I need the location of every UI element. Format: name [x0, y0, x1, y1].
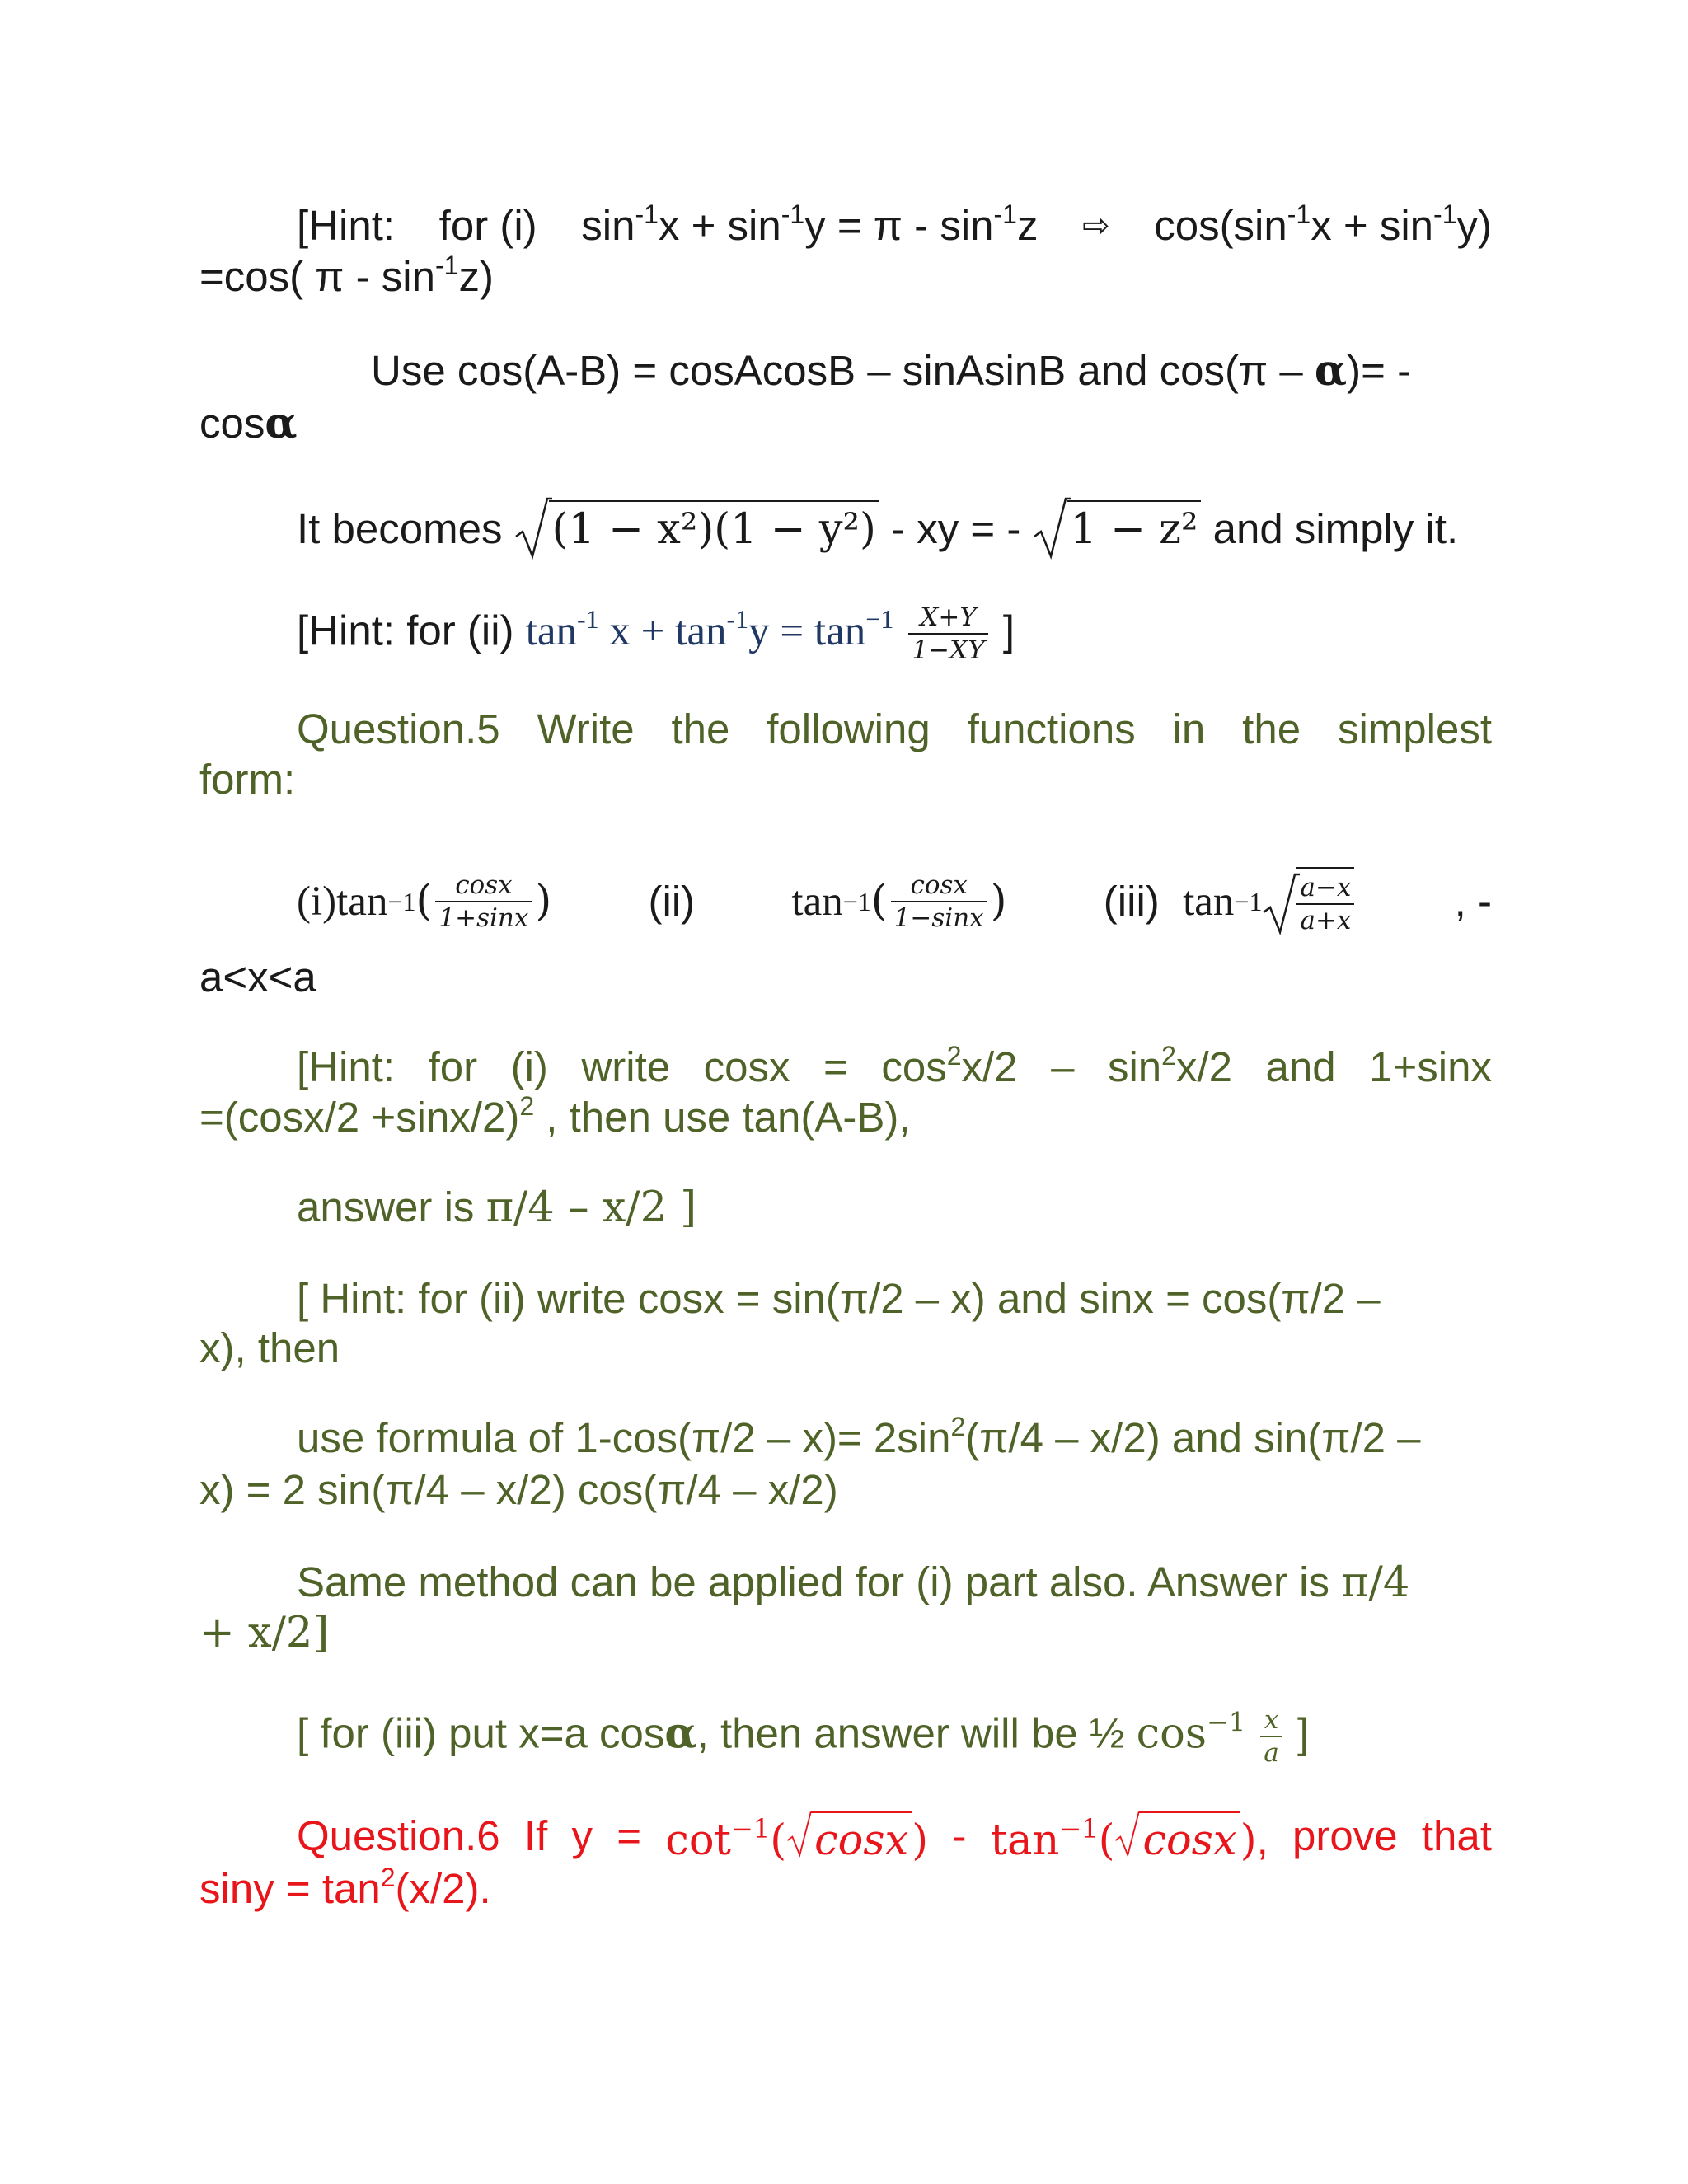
tan-sum-formula: $\tan^{-1} x + \tan^{-1}y = \tan^{-1}$ — [525, 604, 894, 655]
q5-same-method-line2: + x/2] — [199, 1609, 330, 1657]
it-becomes-line: It becomes (1 − x²)(1 − y²) - xy = - 1 − z² and simply it. — [297, 500, 1458, 555]
q5-formula-line1: use formula of $1-\cos(\pi/2 - x)= 2\sin^2(\pi/4 - x/2)$ and sin(π/2 – — [297, 1412, 1421, 1461]
radical-icon — [514, 495, 552, 560]
use-cos-line: Use cos(A-B) = cosAcosB – sinAsinB and cos(π – α)= - — [371, 346, 1412, 396]
tan-inv-sqrt: $\tan^{-1}$( cosx), — [991, 1811, 1268, 1866]
hint-ii-line: [Hint: for (ii) $\tan^{-1} x + \tan^{-1}y = \tan^{-1}$ $\frac{X+Y}{1-XY}$ ] — [297, 602, 1015, 665]
part-i: (i)tan −1 ( $\frac{\cos x}{1+\sin x}$ ) — [297, 870, 552, 933]
x-over-a-fraction: $\frac{x}{a}$ — [1260, 1704, 1282, 1769]
question-5-parts — [297, 867, 1492, 936]
hint-label: [Hint: — [297, 202, 396, 249]
sqrt-1-x2-1-y2: (1 − x²)(1 − y²) — [514, 500, 879, 555]
implies-arrow-icon: ⇨ — [1082, 208, 1110, 244]
question-5-line: Question.5 Write the following functions in the simplest — [297, 705, 1492, 752]
q5-hint-i-line2: $=(\cos x/2 +\sin x/2)^2$ , then use tan(A-B), — [199, 1091, 911, 1141]
hint-i-line2: =cos( π - $\sin^{-1}z$) — [199, 251, 494, 300]
question-6-line1: Question.6 If y = $\cot^{-1}$( cosx) - $\tan^{-1}$( cosx), prove that — [297, 1811, 1492, 1866]
q5-hint-ii-line2: x), then — [199, 1324, 340, 1371]
question-5-form: form: — [199, 756, 296, 803]
part-iii: (iii) tan −1 $\frac{a-x}{a+x}$ — [1104, 867, 1358, 936]
part-i-fraction: $\frac{\cos x}{1+\sin x}$ — [435, 869, 532, 934]
sqrt-1-z2: 1 − z² — [1033, 500, 1202, 555]
q5-answer-i: answer is π/4 – x/2 ] — [297, 1183, 697, 1232]
part-iii-tail: , - — [1454, 878, 1492, 925]
q5-hint-i-line1: [Hint: for (i) write cosx = $\cos^2x/2$ – $\sin^2x/2$ and 1+sinx — [297, 1041, 1492, 1090]
radical-icon — [1262, 864, 1300, 943]
part-ii: tan −1 ( $\frac{\cos x}{1-\sin x}$ ) — [791, 870, 1007, 933]
sin-inv-x: $\sin^{-1}x + \sin^{-1}y = \pi - \sin^{-1}z$ — [581, 199, 1039, 249]
radical-icon — [1033, 495, 1071, 560]
radical-icon — [786, 1807, 814, 1861]
q5-formula-line2: x) = 2 sin(π/4 – x/2) cos(π/4 – x/2) — [199, 1466, 838, 1513]
part-ii-label: (ii) — [648, 878, 696, 925]
q5-same-method-line1: Same method can be applied for (i) part also. Answer is π/4 — [297, 1558, 1410, 1607]
tan-sum-fraction: $\frac{X+Y}{1-XY}$ — [908, 602, 987, 666]
radical-icon — [1114, 1807, 1142, 1861]
q5-hint-iii: [ for (iii) put x=a cosα, then answer will be ½ $\cos^{-1}$ $\frac{x}{a}$ ] — [297, 1705, 1310, 1768]
cos-expression: $\cos(\sin^{-1}x + \sin^{-1}y)$ — [1154, 199, 1492, 249]
question-6-title: Question.6 — [297, 1812, 500, 1859]
hint-i-line1 — [297, 201, 1492, 251]
part-ii-fraction: $\frac{\cos x}{1-\sin x}$ — [891, 869, 987, 934]
hint-part: for (i) — [438, 202, 537, 249]
question-6-line2: $\sin y = \tan^2(x/2)$. — [199, 1863, 491, 1912]
range-text: a<x<a — [199, 954, 316, 1001]
cos-alpha-line: cosα — [199, 399, 298, 448]
part-iii-sqrt — [1262, 867, 1357, 936]
cot-inv-sqrt: $\cot^{-1}$( cosx) — [665, 1811, 928, 1866]
part-iii-fraction: $\frac{a-x}{a+x}$ — [1296, 867, 1354, 936]
question-5-title: Question.5 — [297, 705, 500, 752]
q5-hint-ii-line1: [ Hint: for (ii) write cosx = sin(π/2 – x) and sinx = cos(π/2 – — [297, 1275, 1381, 1322]
